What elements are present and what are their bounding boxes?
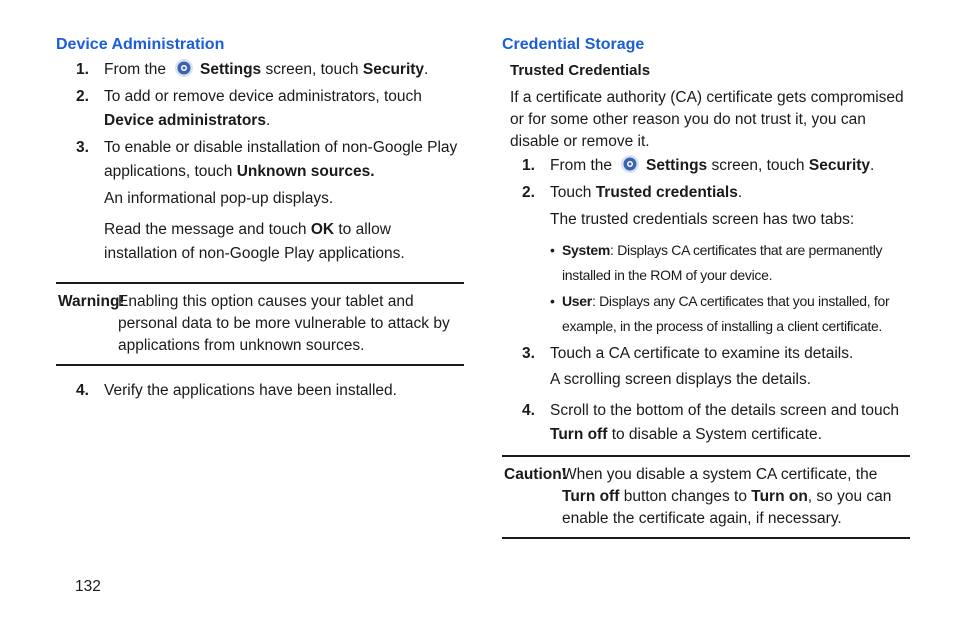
warning-box: [56, 282, 464, 366]
intro-paragraph: If a certificate authority (CA) certificate gets compromised or for some other reason you do not trust it, you can disable or remove it.: [510, 89, 904, 150]
warning-label: Warning!: [58, 293, 125, 310]
step-number: 4.: [522, 402, 535, 419]
page-number: 132: [75, 578, 101, 595]
caution-label: Caution!: [504, 466, 567, 483]
bullet-text: : Displays any CA certificates that you installed, for example, in the process of installing a client certificate.: [562, 293, 890, 334]
step-2: [502, 181, 910, 205]
caution-text-part: , so you can enable the certificate again, if necessary.: [562, 488, 892, 527]
step-1: [56, 58, 464, 82]
bullet-dot: •: [550, 293, 555, 309]
read-message-note: [56, 218, 464, 266]
step-1: [502, 154, 910, 178]
step-text: screen, touch: [265, 61, 359, 78]
step-4: [502, 399, 910, 447]
step-4: [56, 379, 464, 403]
step-text: To enable or disable installation of non-Google Play applications, touch: [104, 139, 458, 180]
step-text: To add or remove device administrators, touch: [104, 88, 422, 105]
step-text: to disable a System certificate.: [611, 426, 822, 443]
security-label: Security: [362, 61, 425, 78]
caution-text-part: When you disable a system CA certificate, the: [562, 466, 878, 483]
step-text: From the: [550, 157, 613, 174]
bullet-dot: •: [550, 242, 555, 258]
step-number: 3.: [522, 345, 535, 362]
unknown-sources-label: Unknown sources.: [236, 163, 375, 180]
system-label: System: [562, 242, 611, 258]
trusted-credentials-subheading: Trusted Credentials: [510, 62, 651, 79]
tabs-intro: The trusted credentials screen has two tabs:: [550, 211, 855, 228]
settings-label: Settings: [200, 61, 262, 78]
warning-text: Enabling this option causes your tablet and personal data to be more vulnerable to attack by applications from unknown sources.: [118, 293, 450, 354]
user-tab-bullet: [502, 289, 910, 339]
step-text: Touch: [550, 184, 592, 201]
settings-icon: [174, 58, 194, 78]
step-text: Scroll to the bottom of the details screen and touch: [550, 402, 899, 419]
step-number: 2.: [76, 88, 89, 105]
punct: .: [870, 157, 875, 174]
punct: .: [424, 61, 429, 78]
punct: .: [265, 112, 271, 129]
bullet-text: : Displays CA certificates that are permanently installed in the ROM of your device.: [562, 242, 883, 283]
scrolling-note: A scrolling screen displays the details.: [550, 371, 812, 388]
ok-label: OK: [310, 221, 335, 238]
step-2: [56, 85, 464, 133]
step-3: [56, 136, 464, 184]
step-number: 1.: [522, 157, 535, 174]
device-administration-heading: Device Administration: [56, 36, 225, 53]
security-label: Security: [808, 157, 871, 174]
step-text: Touch a CA certificate to examine its details.: [550, 345, 854, 362]
turn-on-label: Turn on: [751, 488, 808, 505]
settings-icon: [620, 154, 640, 174]
para-text: to allow installation of non-Google Play applications.: [104, 221, 405, 262]
step-number: 1.: [76, 61, 89, 78]
right-column: [502, 34, 910, 539]
turn-off-label: Turn off: [562, 488, 620, 505]
device-administrators-label: Device administrators: [104, 112, 266, 129]
caution-text-part: button changes to: [623, 488, 747, 505]
popup-note: An informational pop-up displays.: [104, 190, 334, 207]
step-text: From the: [104, 61, 167, 78]
left-column: [56, 34, 464, 403]
step-text: screen, touch: [711, 157, 805, 174]
step-text: Verify the applications have been installed.: [104, 382, 397, 399]
settings-label: Settings: [646, 157, 708, 174]
system-tab-bullet: [502, 238, 910, 288]
trusted-credentials-label: Trusted credentials: [595, 184, 738, 201]
para-text: Read the message and touch: [104, 221, 307, 238]
user-label: User: [562, 293, 592, 309]
caution-box: [502, 455, 910, 539]
step-number: 3.: [76, 139, 89, 156]
credential-storage-heading: Credential Storage: [502, 36, 645, 53]
step-3: [502, 342, 910, 366]
step-number: 4.: [76, 382, 89, 399]
step-number: 2.: [522, 184, 535, 201]
punct: .: [737, 184, 743, 201]
turn-off-label: Turn off: [550, 426, 608, 443]
